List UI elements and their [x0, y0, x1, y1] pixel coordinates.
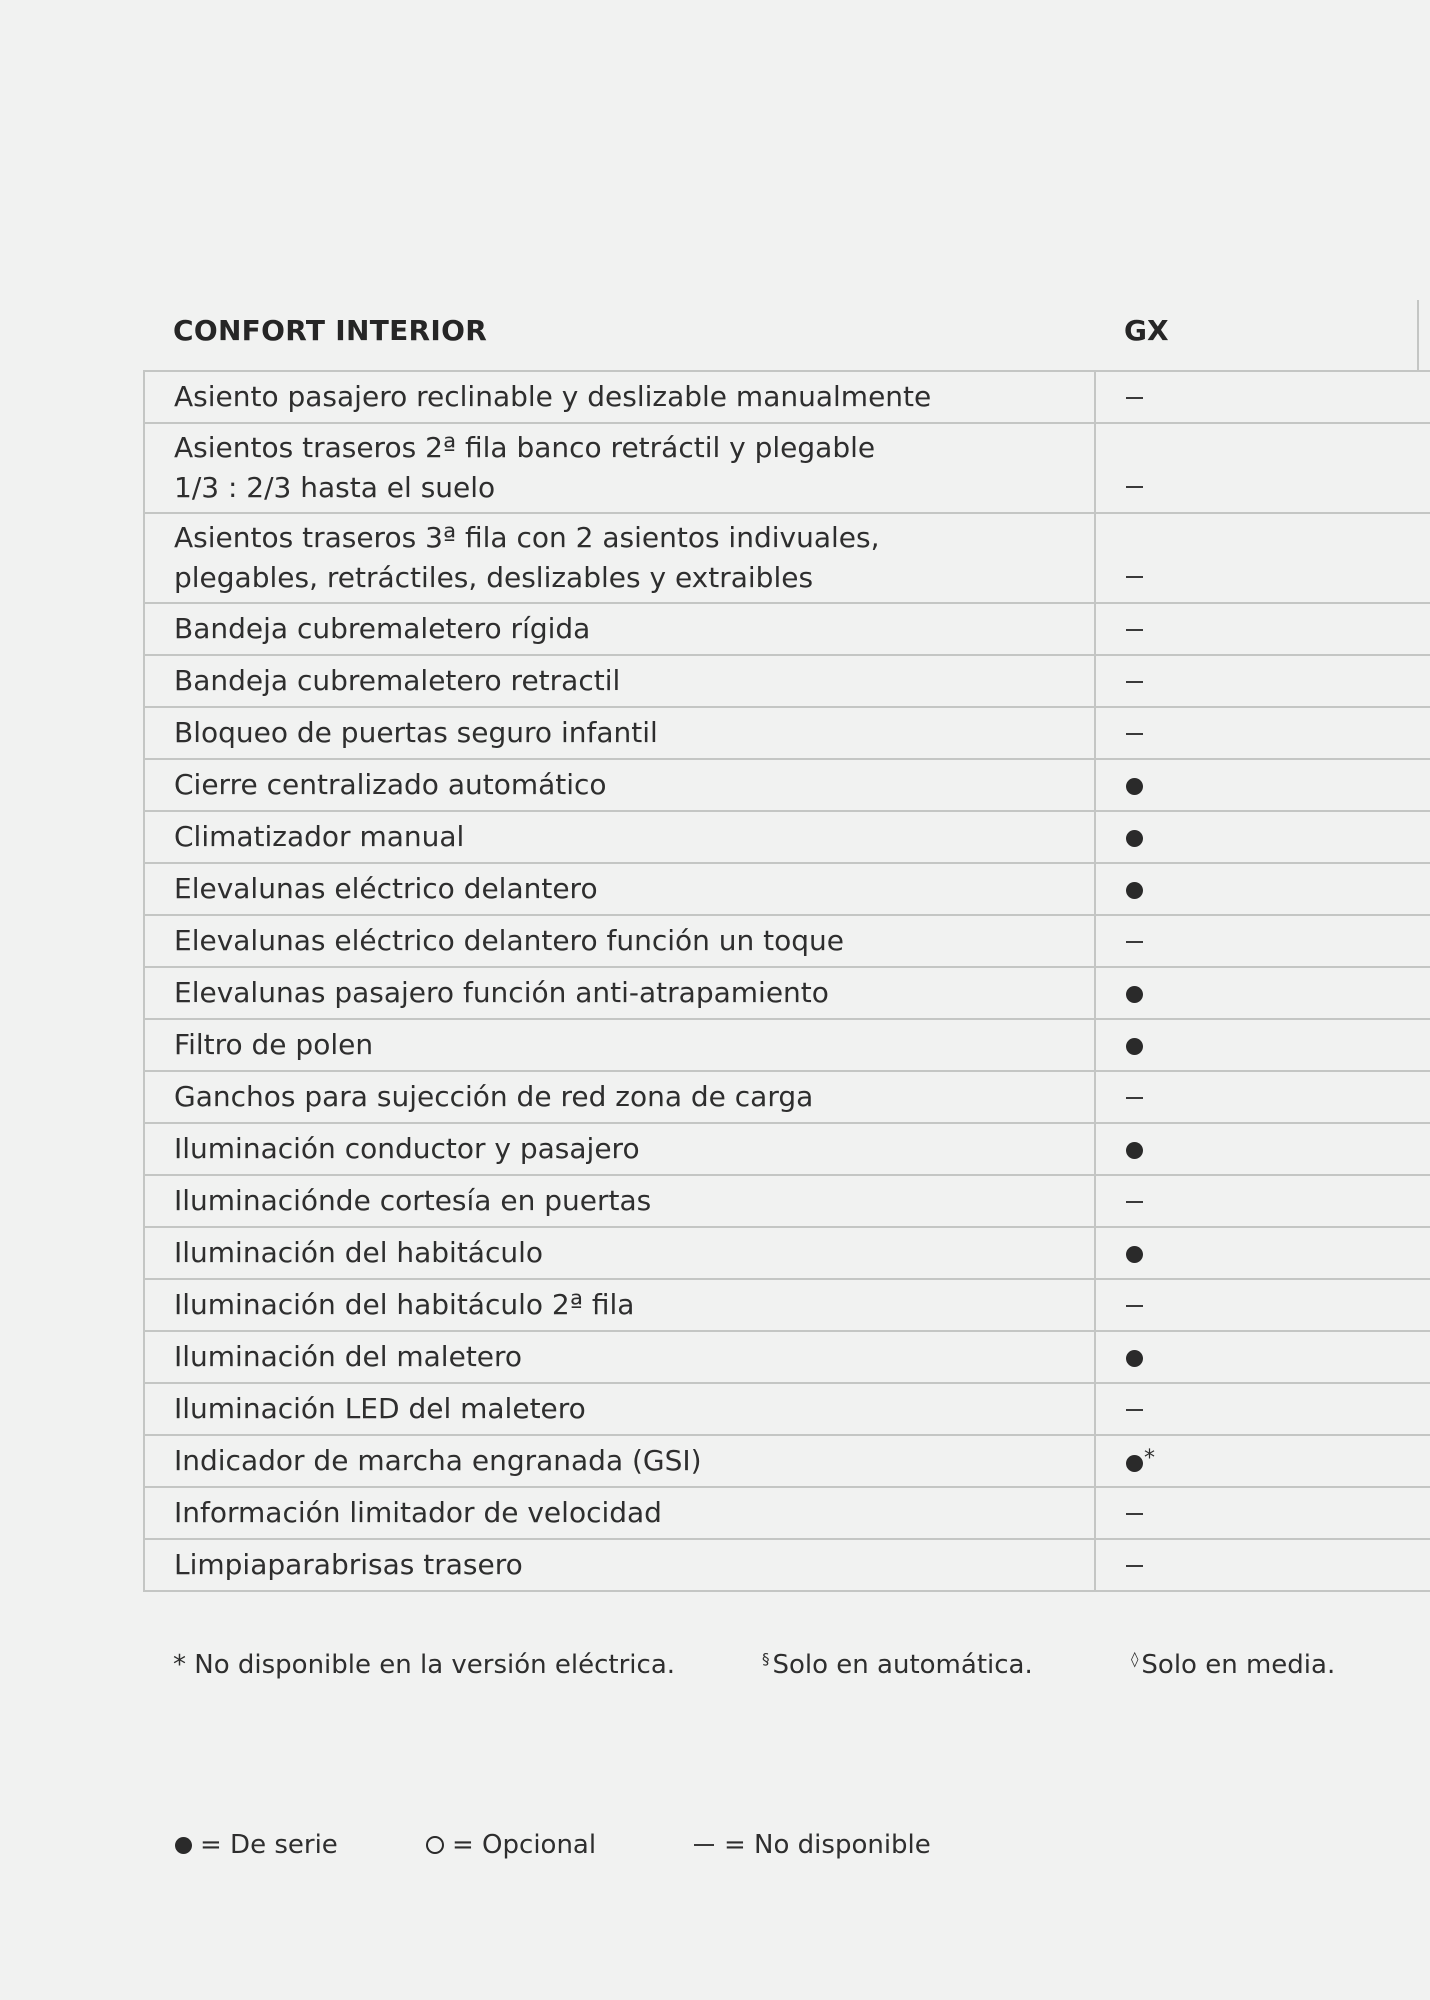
table-row	[144, 759, 1430, 811]
feature-label: Cierre centralizado automático	[174, 768, 607, 801]
table-row	[144, 1331, 1430, 1383]
table-row	[144, 1435, 1430, 1487]
feature-label: Climatizador manual	[174, 820, 465, 853]
standard-dot-icon	[1126, 986, 1143, 1003]
feature-cell	[144, 707, 1095, 759]
feature-label: Asiento pasajero reclinable y deslizable manualmente	[174, 380, 932, 413]
unavailable-dash-icon	[1126, 1565, 1143, 1567]
unavailable-dash-icon	[1126, 1409, 1143, 1411]
feature-label: Iluminaciónde cortesía en puertas	[174, 1184, 652, 1217]
feature-label: Elevalunas eléctrico delantero función un toque	[174, 924, 845, 957]
availability-cell	[1095, 603, 1430, 655]
feature-label: Elevalunas eléctrico delantero	[174, 872, 598, 905]
feature-label: Información limitador de velocidad	[174, 1496, 662, 1529]
feature-label: Ganchos para sujección de red zona de carga	[174, 1080, 814, 1113]
footnotes	[0, 1650, 1430, 1690]
table-row	[144, 915, 1430, 967]
unavailable-dash-icon	[1126, 941, 1143, 943]
feature-cell	[144, 655, 1095, 707]
feature-label: Iluminación conductor y pasajero	[174, 1132, 640, 1165]
feature-label: Iluminación del habitáculo	[174, 1236, 544, 1269]
legend-optional	[426, 1830, 596, 1860]
table-row	[144, 1175, 1430, 1227]
table-row	[144, 655, 1430, 707]
table-row	[144, 423, 1430, 513]
feature-cell	[144, 1383, 1095, 1435]
availability-cell	[1095, 655, 1430, 707]
table-row	[144, 1227, 1430, 1279]
availability-cell	[1095, 1227, 1430, 1279]
feature-label: Elevalunas pasajero función anti-atrapamiento	[174, 976, 829, 1009]
unavailable-dash-icon	[1126, 629, 1143, 631]
table-row	[144, 811, 1430, 863]
availability-cell	[1095, 1019, 1430, 1071]
feature-cell	[144, 811, 1095, 863]
availability-cell	[1095, 423, 1430, 513]
availability-cell	[1095, 759, 1430, 811]
availability-cell	[1095, 1331, 1430, 1383]
availability-cell	[1095, 1487, 1430, 1539]
availability-cell	[1095, 1071, 1430, 1123]
feature-cell	[144, 603, 1095, 655]
section-sign-icon: §	[762, 1650, 770, 1668]
unavailable-dash-icon	[1126, 1305, 1143, 1307]
unavailable-dash-icon	[1126, 1201, 1143, 1203]
standard-dot-icon	[1126, 1246, 1143, 1263]
availability-cell	[1095, 1279, 1430, 1331]
footnote-automatic	[762, 1650, 1033, 1680]
feature-label: Filtro de polen	[174, 1028, 374, 1061]
feature-cell	[144, 1539, 1095, 1591]
table-row	[144, 1383, 1430, 1435]
table-header	[0, 300, 1430, 370]
footnote-media	[1131, 1650, 1335, 1680]
feature-cell	[144, 1227, 1095, 1279]
footnote-text: * No disponible en la versión eléctrica.	[173, 1650, 676, 1680]
legend-label: = No disponible	[724, 1830, 931, 1860]
availability-cell	[1095, 1435, 1430, 1487]
legend-label: = De serie	[200, 1830, 338, 1860]
dash-icon	[694, 1844, 714, 1846]
legend-unavailable	[694, 1830, 931, 1860]
feature-label: Indicador de marcha engranada (GSI)	[174, 1444, 702, 1477]
table-row	[144, 1487, 1430, 1539]
legend-label: = Opcional	[452, 1830, 597, 1860]
section-title: CONFORT INTERIOR	[173, 314, 488, 347]
feature-label: plegables, retráctiles, deslizables y extraibles	[174, 561, 814, 594]
legend-standard	[175, 1830, 338, 1860]
standard-dot-icon	[1126, 1038, 1143, 1055]
footnote-marker: *	[1144, 1445, 1155, 1471]
availability-cell	[1095, 967, 1430, 1019]
feature-label: Iluminación del habitáculo 2ª fila	[174, 1288, 635, 1321]
standard-dot-icon	[1126, 778, 1143, 795]
table-row	[144, 863, 1430, 915]
spec-table	[143, 370, 1430, 1592]
unavailable-dash-icon	[1126, 486, 1143, 488]
feature-label: Limpiaparabrisas trasero	[174, 1548, 523, 1581]
feature-cell	[144, 1071, 1095, 1123]
availability-cell	[1095, 811, 1430, 863]
feature-label: Bandeja cubremaletero retractil	[174, 664, 621, 697]
table-row	[144, 707, 1430, 759]
availability-cell	[1095, 915, 1430, 967]
unavailable-dash-icon	[1126, 1513, 1143, 1515]
feature-label: Iluminación del maletero	[174, 1340, 523, 1373]
table-row	[144, 1279, 1430, 1331]
unavailable-dash-icon	[1126, 397, 1143, 399]
availability-cell	[1095, 371, 1430, 423]
feature-cell	[144, 513, 1095, 603]
feature-cell	[144, 967, 1095, 1019]
feature-cell	[144, 1175, 1095, 1227]
table-row	[144, 603, 1430, 655]
standard-dot-icon	[1126, 1350, 1143, 1367]
feature-cell	[144, 423, 1095, 513]
table-row	[144, 967, 1430, 1019]
lozenge-icon: ◊	[1131, 1650, 1139, 1668]
feature-cell	[144, 863, 1095, 915]
spec-table-body	[144, 371, 1430, 1591]
table-row	[144, 1071, 1430, 1123]
standard-dot-icon	[1126, 882, 1143, 899]
feature-cell	[144, 915, 1095, 967]
availability-cell	[1095, 1123, 1430, 1175]
feature-cell	[144, 1123, 1095, 1175]
unavailable-dash-icon	[1126, 681, 1143, 683]
standard-dot-icon	[1126, 830, 1143, 847]
feature-cell	[144, 1019, 1095, 1071]
hollow-circle-icon	[426, 1836, 444, 1854]
table-row	[144, 371, 1430, 423]
standard-dot-icon	[1126, 1142, 1143, 1159]
footnote-text: Solo en media.	[1141, 1650, 1336, 1680]
table-row	[144, 513, 1430, 603]
feature-cell	[144, 1331, 1095, 1383]
table-row	[144, 1019, 1430, 1071]
feature-label: Iluminación LED del maletero	[174, 1392, 586, 1425]
availability-cell	[1095, 1383, 1430, 1435]
filled-dot-icon	[175, 1837, 192, 1854]
table-row	[144, 1539, 1430, 1591]
availability-cell	[1095, 707, 1430, 759]
footnote-electric	[173, 1650, 675, 1680]
feature-label: Bloqueo de puertas seguro infantil	[174, 716, 658, 749]
footnote-text: Solo en automática.	[772, 1650, 1033, 1680]
unavailable-dash-icon	[1126, 733, 1143, 735]
standard-dot-icon	[1126, 1455, 1143, 1472]
table-row	[144, 1123, 1430, 1175]
feature-cell	[144, 1435, 1095, 1487]
feature-label: Bandeja cubremaletero rígida	[174, 612, 591, 645]
header-divider	[1417, 300, 1419, 370]
availability-cell	[1095, 863, 1430, 915]
unavailable-dash-icon	[1126, 1097, 1143, 1099]
feature-label: Asientos traseros 3ª fila con 2 asientos indivuales,	[174, 521, 880, 554]
availability-cell	[1095, 513, 1430, 603]
legend	[0, 1830, 1430, 1870]
feature-label: Asientos traseros 2ª fila banco retráctil y plegable	[174, 431, 876, 464]
availability-cell	[1095, 1539, 1430, 1591]
column-header-gx: GX	[1124, 314, 1169, 347]
feature-cell	[144, 1279, 1095, 1331]
feature-label: 1/3 : 2/3 hasta el suelo	[174, 471, 496, 504]
feature-cell	[144, 1487, 1095, 1539]
feature-cell	[144, 759, 1095, 811]
availability-cell	[1095, 1175, 1430, 1227]
feature-cell	[144, 371, 1095, 423]
unavailable-dash-icon	[1126, 576, 1143, 578]
